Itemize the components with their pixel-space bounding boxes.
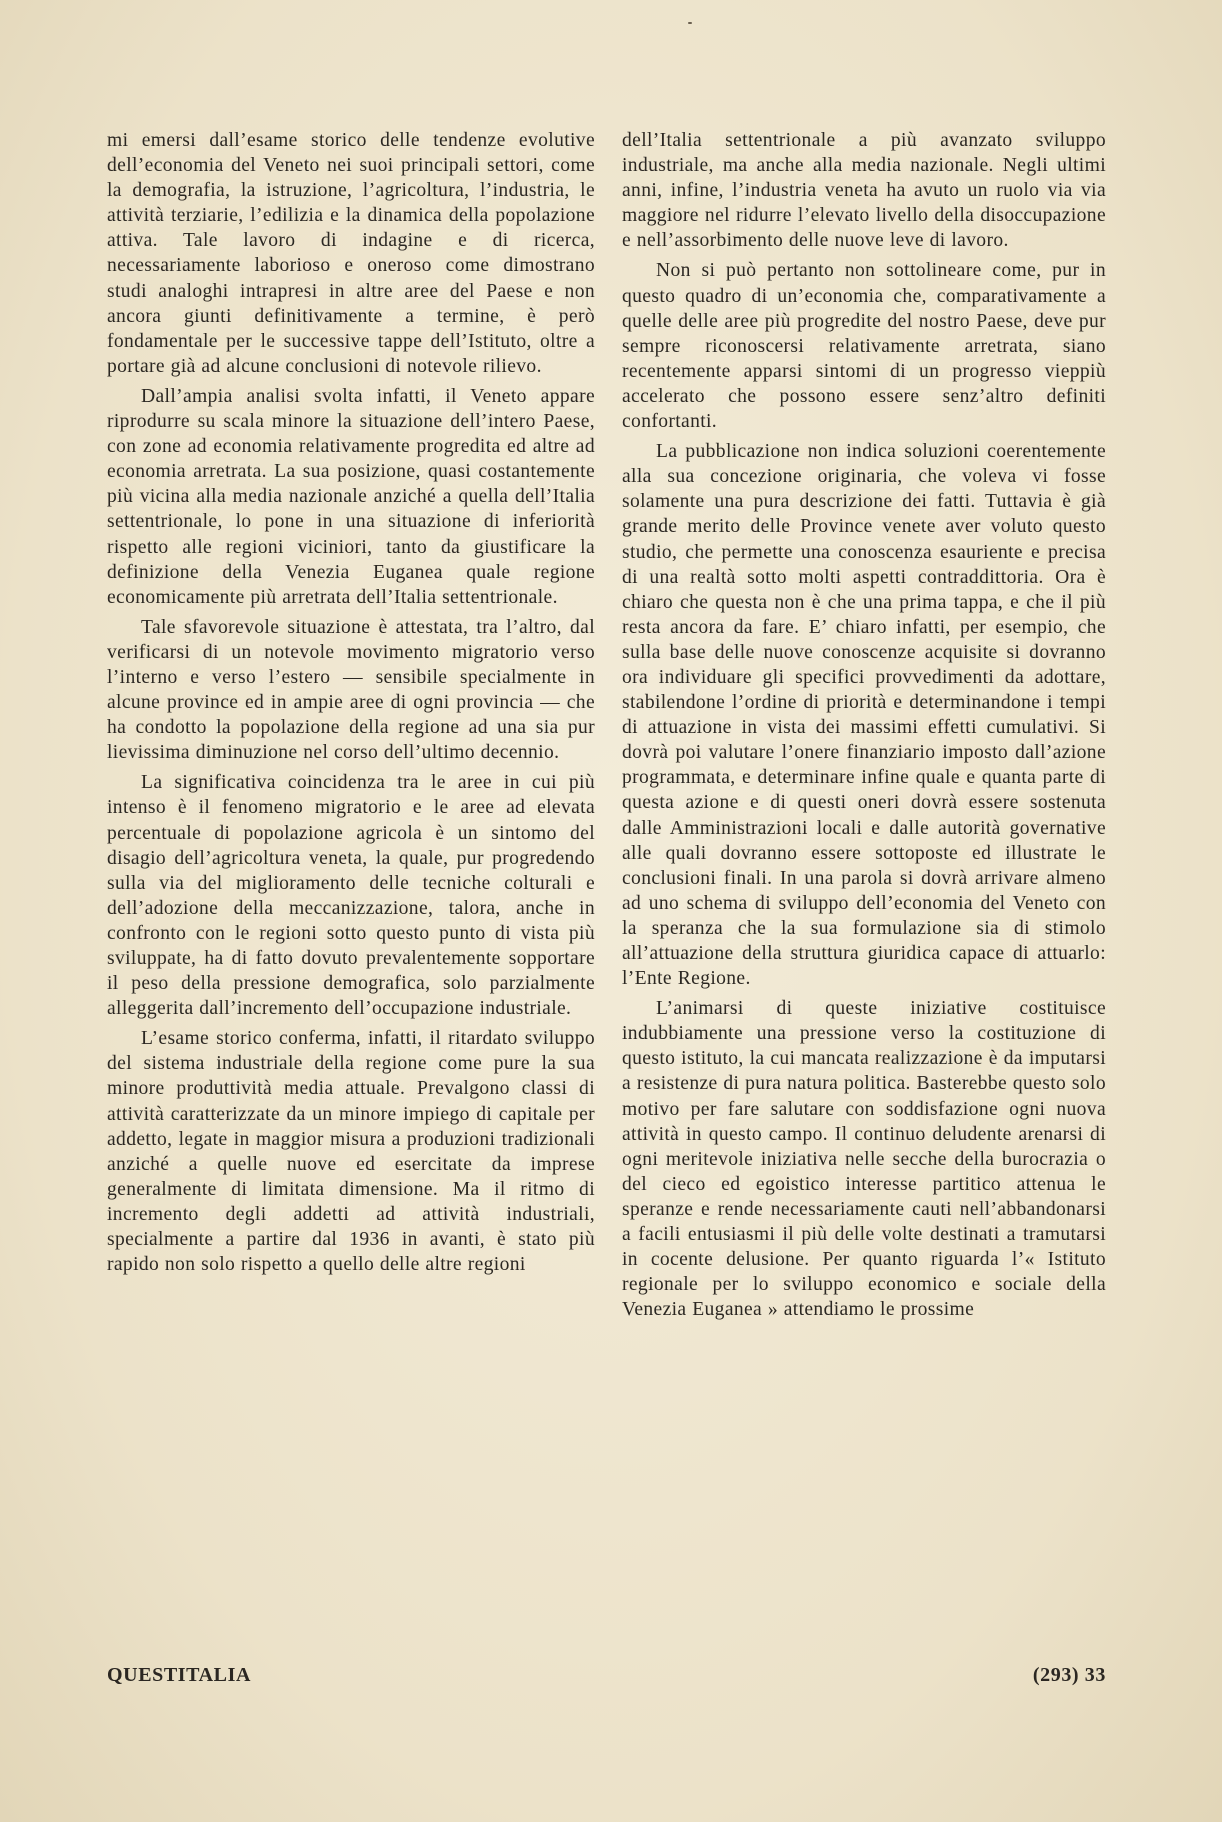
paragraph: L’animarsi di queste iniziative costituisce indubbiamente una pressione verso la costituzione di questo istituto, la cui mancata realizzazione è da imputarsi a resistenze di pura natura politica. Basterebbe questo solo motivo per fare salutare con soddisfazione ogni nuova attività in questo campo. Il continuo deludente arenarsi di ogni meritevole iniziativa nelle secche della burocrazia o del cieco ed egoistico interesse partitico attenua le speranze e rende necessariamente cauti nell’abbandonarsi a facili entusiasmi il più delle volte destinati a tramutarsi in cocente delusione. Per quanto riguarda l’« Istituto regionale per lo sviluppo economico e sociale della Venezia Euganea » attendiamo le prossime	[622, 998, 1106, 1321]
paragraph: Tale sfavorevole situazione è attestata, tra l’altro, dal verificarsi di un notevole movimento migratorio verso l’interno e verso l’estero — sensibile specialmente in alcune province ed in ampie aree di ogni provincia — che ha condotto la popolazione della regione ad una sia pur lievissima diminuzione nel corso dell’ultimo decennio.	[107, 616, 595, 764]
right-column	[622, 128, 1106, 1322]
paragraph: Dall’ampia analisi svolta infatti, il Veneto appare riprodurre su scala minore la situazione dell’intero Paese, con zone ad economia relativamente progredita ed altre ad economia arretrata. La sua posizione, quasi costantemente più vicina alla media nazionale anziché a quella dell’Italia settentrionale, lo pone in una situazione di inferiorità rispetto alle regioni viciniori, tanto da giustificare la definizione della Venezia Euganea quale regione economicamente più arretrata dell’Italia settentrionale.	[107, 385, 595, 608]
paragraph: dell’Italia settentrionale a più avanzato sviluppo industriale, ma anche alla media nazionale. Negli ultimi anni, infine, l’industria veneta ha avuto un ruolo via via maggiore nel ridurre l’elevato livello della disoccupazione e nell’assorbimento delle nuove leve di lavoro.	[622, 130, 1106, 252]
paragraph: Non si può pertanto non sottolineare come, pur in questo quadro di un’economia che, comparativamente a quelle delle aree più progredite del nostro Paese, deve pur sempre riconoscersi relativamente arretrata, siano recentemente apparsi sintomi di un progresso vieppiù accelerato che possono essere senz’altro definiti confortanti.	[622, 260, 1106, 433]
paragraph: La pubblicazione non indica soluzioni coerentemente alla sua concezione originaria, che voleva vi fosse solamente una pura descrizione dei fatti. Tuttavia è già grande merito delle Province venete aver voluto questo studio, che permette una conoscenza esauriente e precisa di una realtà sotto molti aspetti contraddittoria. Ora è chiaro che questa non è che una prima tappa, e che il più resta ancora da fare. E’ chiaro infatti, per esempio, che sulla base delle nuove conoscenze acquisite si dovranno ora individuare gli specifici provvedimenti da adottare, stabilendone l’ordine di priorità e determinandone i tempi di attuazione in vista dei massimi effetti cumulativi. Si dovrà poi valutare l’onere finanziario imposto dall’azione programmata, e determinare infine quale e quanta parte di questa azione e di questi oneri dovrà essere sostenuta dalle Amministrazioni locali e dalle autorità governative alle quali dovranno essere sottoposte ed illustrate le conclusioni finali. In una parola si dovrà arrivare almeno ad uno schema di sviluppo dell’economia del Veneto con la speranza che la sua formulazione sia di stimolo all’attuazione della struttura giuridica capace di attuarlo: l’Ente Regione.	[622, 441, 1106, 990]
publication-title: QUESTITALIA	[107, 1664, 252, 1686]
paragraph: La significativa coincidenza tra le aree in cui più intenso è il fenomeno migratorio e le aree ad elevata percentuale di popolazione agricola è un sintomo del disagio dell’agricoltura veneta, la quale, pur progredendo sulla via del miglioramento delle tecniche colturali e dell’adozione della meccanizzazione, talora, anche in confronto con le regioni sotto questo punto di vista più sviluppate, ha di fatto dovuto prevalentemente sopportare il peso della pressione demografica, solo parzialmente alleggerita dall’incremento dell’occupazione industriale.	[107, 772, 595, 1020]
paragraph: mi emersi dall’esame storico delle tendenze evolutive dell’economia del Veneto nei suoi principali settori, come la demografia, la istruzione, l’agricoltura, l’industria, le attività terziarie, l’edilizia e la dinamica della popolazione attiva. Tale lavoro di indagine e di ricerca, necessariamente laborioso e oneroso come dimostrano studi analoghi intrapresi in altre aree del Paese e non ancora giunti definitivamente a termine, è però fondamentale per le successive tappe dell’Istituto, oltre a portare già ad alcune conclusioni di notevole rilievo.	[107, 130, 595, 377]
print-speck	[688, 22, 692, 24]
page-number: (293) 33	[1032, 1664, 1106, 1686]
paragraph: L’esame storico conferma, infatti, il ritardato sviluppo del sistema industriale della regione come pure la sua minore produttività media attuale. Prevalgono classi di attività caratterizzate da un minore impiego di capitale per addetto, legate in maggior misura a produzioni tradizionali anziché a quelle nuove ed esercitate da imprese generalmente di limitata dimensione. Ma il ritmo di incremento degli addetti ad attività industriali, specialmente a partire dal 1936 in avanti, è stato più rapido non solo rispetto a quello delle altre regioni	[107, 1028, 595, 1276]
left-column	[107, 128, 595, 1277]
